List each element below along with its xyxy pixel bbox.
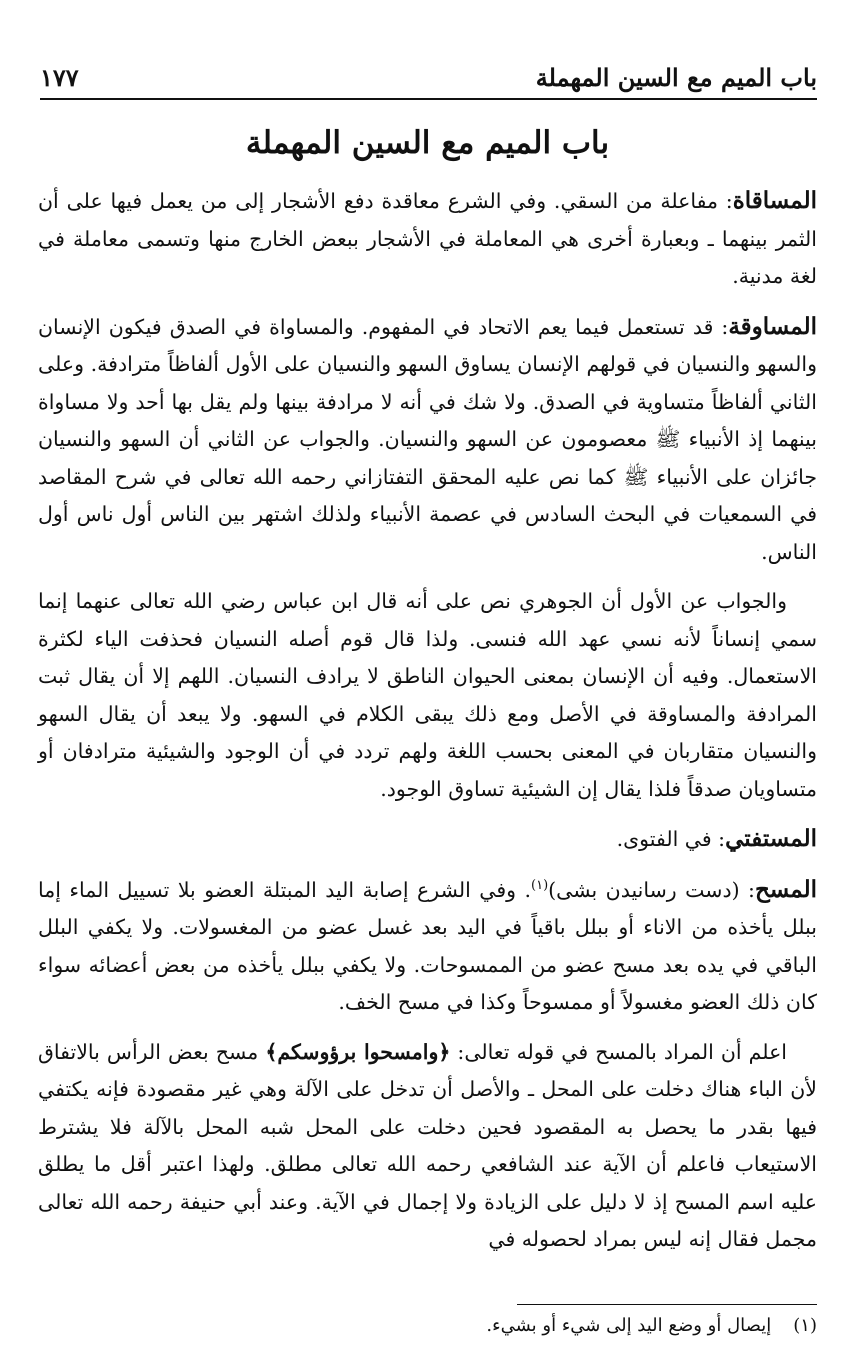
footnote-number: (١) — [793, 1315, 817, 1336]
footnote-text: إيصال أو وضع اليد إلى شيء أو بشيء. — [486, 1315, 772, 1336]
entry-term: المساقاة — [732, 187, 817, 214]
entry-text: . وفي الشرع إصابة اليد المبتلة العضو بلا تسييل الماء إما ببلل يأخذه من الاناء أو ببلل باقياً في اليد بعد غسل عضو من المغسولات. ولا يكفي البلل الباقي في يده بعد مسح عضو من الممسوحات. ولا يكفي ببلل يأخذه من بعض أعضائه سواء كان ذلك العضو مغسولاً أو ممسوحاً وكذا في مسح الخف. — [38, 877, 817, 1014]
entry-text: : في الفتوى. — [616, 827, 726, 851]
chapter-title: باب الميم مع السين المهملة — [245, 125, 610, 161]
entry-mash-continued — [38, 1034, 817, 1259]
entry-term: المساوقة — [728, 312, 817, 340]
entry-musawaqa-continued: والجواب عن الأول أن الجوهري نص على أنه قال ابن عباس رضي الله تعالى عنهما إنما سمي إنساناً لأنه نسي عهد الله فنسى. ولذا قال قوم أصله النسيان فحذفت الياء لكثرة الاستعمال. وفيه أن الإنسان بمعنى الحيوان الناطق لا يرادف النسيان. اللهم إلا أن يقال ثبت المرادفة والمساوقة في الأصل ومع ذلك يبقى الكلام في السهو. ولا يبعد أن يقال السهو والنسيان متقاربان في المعنى بحسب اللغة ولهم تردد في أن الوجود والشيئية مترادفان أو متساويان صدقاً فلذا يقال إن الشيئية تساوق الوجود. — [38, 589, 817, 801]
entry-text: : مفاعلة من السقي. وفي الشرع معاقدة دفع الأشجار إلى من يعمل فيها على أن الثمر بينهما ـ وبعبارة أخرى هي المعاملة في الأشجار ببعض الخارج منها وتسمى معاملة في لغة مدنية. — [38, 189, 817, 288]
entry-mustafti — [38, 820, 817, 859]
footnote-divider — [517, 1304, 817, 1305]
entry-term: المستفتي — [725, 825, 817, 852]
entry-text: : قد تستعمل فيما يعم الاتحاد في المفهوم. والمساواة في الصدق فيكون الإنسان والسهو والنسيان في قولهم الإنسان يساوق السهو والنسيان على الأول ألفاظاً مترادفة. وعلى الثاني ألفاظاً متساوية في الصدق. ولا شك في أنه لا مرادفة بينها ولم يقل بها أحد ولا مساواة بينهما إذ الأنبياء ﷺ معصومون عن السهو والنسيان. والجواب عن الثاني أن السهو والنسيان جائزان على الأنبياء ﷺ كما نص عليه المحقق التفتازاني رحمه الله تعالى في شرح المقاصد في السمعيات في البحث السادس في عصمة الأنبياء ولذلك اشتهر بين الناس أول ناس أول الناس. — [38, 314, 817, 564]
entry-musawaqa — [38, 308, 817, 572]
entry-text: : (دست رسانيدن بشى) — [548, 877, 755, 902]
footnote-reference: (١) — [531, 877, 549, 893]
quran-quote: ﴿وامسحوا برؤوسكم﴾ — [265, 1039, 451, 1064]
page-header — [40, 48, 817, 100]
page-body — [38, 182, 817, 1271]
running-title: باب الميم مع السين المهملة — [535, 63, 817, 92]
entry-mash — [38, 871, 817, 1022]
entry-text: اعلم أن المراد بالمسح في قوله تعالى: — [450, 1039, 787, 1064]
page-number: ١٧٧ — [40, 63, 79, 92]
entry-musaqat — [38, 182, 817, 296]
entry-term: المسح — [754, 875, 817, 903]
footnote — [38, 1312, 817, 1340]
entry-text: مسح بعض الرأس بالاتفاق لأن الباء هناك دخلت على المحل ـ والأصل أن تدخل على الآلة وهي غير مقصودة فإنه يكتفي فيها بقدر ما يحصل به المقصود فحين دخلت على المحل شبه المحل بالآلة فلا يشترط الاستيعاب فاعلم أن الآية عند الشافعي رحمه الله تعالى مطلق. ولهذا اعتبر أقل ما يطلق عليه اسم المسح إذ لا دليل على الزيادة ولا إجمال في الآية. وعند أبي حنيفة رحمه الله تعالى مجمل فقال إنه ليس بمراد لحصوله في — [38, 1039, 817, 1251]
